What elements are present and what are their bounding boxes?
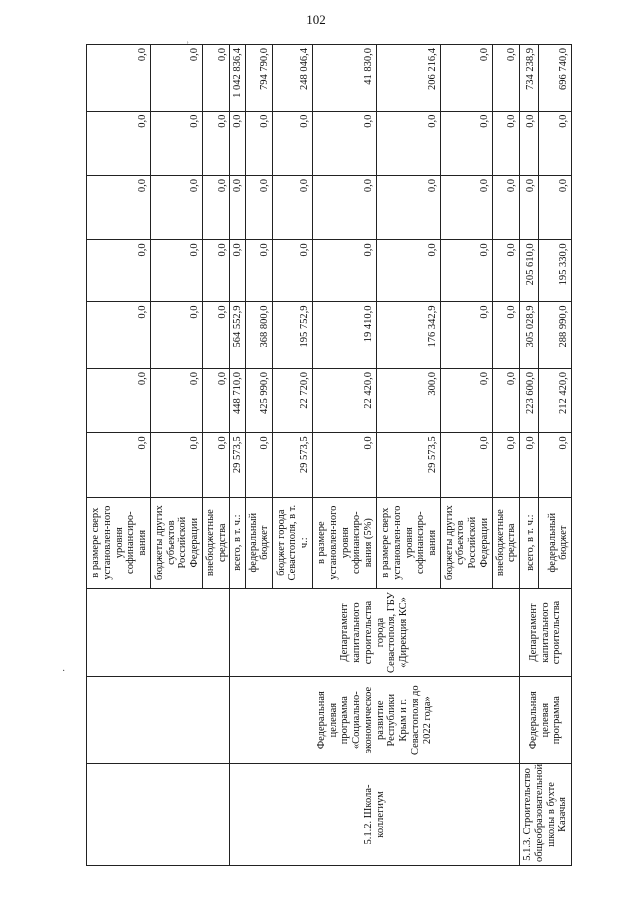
amount-cell: 0,0: [376, 240, 440, 302]
amount-cell: 0,0: [150, 240, 202, 302]
amount-cell: 0,0: [87, 175, 151, 239]
amount-cell: 0,0: [245, 111, 272, 175]
amount-cell: 0,0: [538, 111, 571, 175]
amount-cell: 0,0: [230, 111, 246, 175]
rotated-table-container: [86, 44, 572, 866]
amount-cell: 0,0: [202, 369, 229, 433]
amount-cell: 0,0: [520, 111, 539, 175]
amount-cell: 0,0: [376, 111, 440, 175]
executor-name: Департамент капитального строительства города Севастополя, ГБУ «Дирекция КС»: [230, 588, 520, 677]
amount-cell: 0,0: [492, 302, 519, 369]
amount-cell: 0,0: [492, 45, 519, 112]
amount-cell: 0,0: [440, 175, 492, 239]
amount-cell: 448 710,0: [230, 369, 246, 433]
amount-cell: 0,0: [440, 369, 492, 433]
funding-source-cell: в размере сверх установлен-ного уровня софинансиро-вания: [376, 497, 440, 588]
table-row: [230, 45, 246, 866]
amount-cell: 0,0: [492, 433, 519, 497]
amount-cell: 0,0: [202, 45, 229, 112]
amount-cell: 0,0: [492, 369, 519, 433]
amount-cell: 205 610,0: [520, 240, 539, 302]
amount-cell: 1 042 836,4: [230, 45, 246, 112]
funding-source-cell: в размере сверх установлен-ного уровня софинансиро-вания: [87, 497, 151, 588]
amount-cell: 0,0: [245, 433, 272, 497]
funding-source-cell: бюджеты других субъектов Российской Федерации: [440, 497, 492, 588]
amount-cell: 0,0: [312, 240, 376, 302]
name-cell: [87, 763, 230, 865]
budget-table-page: [86, 44, 572, 866]
amount-cell: 0,0: [230, 175, 246, 239]
amount-cell: 0,0: [150, 175, 202, 239]
amount-cell: 0,0: [150, 433, 202, 497]
amount-cell: 0,0: [150, 111, 202, 175]
amount-cell: 0,0: [440, 302, 492, 369]
amount-cell: 0,0: [87, 240, 151, 302]
amount-cell: 0,0: [492, 111, 519, 175]
amount-cell: 0,0: [312, 433, 376, 497]
amount-cell: 0,0: [245, 175, 272, 239]
amount-cell: 0,0: [440, 45, 492, 112]
amount-cell: 22 420,0: [312, 369, 376, 433]
amount-cell: 696 740,0: [538, 45, 571, 112]
amount-cell: 0,0: [520, 433, 539, 497]
amount-cell: 223 600,0: [520, 369, 539, 433]
object-name: 5.1.2. Школа-коллегиум: [230, 763, 520, 865]
amount-cell: 0,0: [150, 302, 202, 369]
amount-cell: 22 720,0: [273, 369, 313, 433]
page-number: 102: [306, 12, 326, 27]
table-body: [87, 45, 572, 866]
scan-mark: ˒: [186, 36, 190, 47]
amount-cell: 0,0: [87, 111, 151, 175]
amount-cell: 300,0: [376, 369, 440, 433]
funding-source-cell: федеральный бюджет: [245, 497, 272, 588]
amount-cell: 206 216,4: [376, 45, 440, 112]
funding-source-cell: всего, в т. ч.:: [520, 497, 539, 588]
funding-source-cell: в размере установлен-ного уровня софинансиро-вания (5%): [312, 497, 376, 588]
amount-cell: 0,0: [492, 175, 519, 239]
amount-cell: 305 028,9: [520, 302, 539, 369]
program-cell: [87, 677, 230, 764]
funding-source-cell: бюджеты других субъектов Российской Федерации: [150, 497, 202, 588]
amount-cell: 212 420,0: [538, 369, 571, 433]
amount-cell: 0,0: [492, 240, 519, 302]
amount-cell: 0,0: [273, 111, 313, 175]
budget-table: [86, 44, 572, 866]
program-name: Федеральная целевая программа «Социально-экономическое развитие Республики Крым и г. Севастополя до 2022 года»: [230, 677, 520, 764]
amount-cell: 0,0: [87, 369, 151, 433]
amount-cell: 0,0: [273, 175, 313, 239]
amount-cell: 0,0: [538, 175, 571, 239]
amount-cell: 0,0: [273, 240, 313, 302]
amount-cell: 29 573,5: [230, 433, 246, 497]
executor-cell: [87, 588, 230, 677]
amount-cell: 0,0: [87, 45, 151, 112]
amount-cell: 0,0: [245, 240, 272, 302]
program-name: Федеральная целевая программа: [520, 677, 572, 764]
funding-source-cell: бюджет города Севастополя, в т. ч.:: [273, 497, 313, 588]
funding-source-cell: федеральный бюджет: [538, 497, 571, 588]
amount-cell: 0,0: [376, 175, 440, 239]
funding-source-cell: внебюджетные средства: [492, 497, 519, 588]
amount-cell: 288 990,0: [538, 302, 571, 369]
object-name: 5.1.3. Строительство общеобразовательной школы в бухте Казачья: [520, 763, 572, 865]
table-row: [520, 45, 539, 866]
amount-cell: 29 573,5: [273, 433, 313, 497]
amount-cell: 0,0: [87, 433, 151, 497]
amount-cell: 0,0: [150, 369, 202, 433]
amount-cell: 0,0: [440, 433, 492, 497]
amount-cell: 0,0: [202, 111, 229, 175]
amount-cell: 564 552,9: [230, 302, 246, 369]
amount-cell: 0,0: [202, 302, 229, 369]
amount-cell: 0,0: [538, 433, 571, 497]
amount-cell: 195 752,9: [273, 302, 313, 369]
amount-cell: 0,0: [230, 240, 246, 302]
amount-cell: 0,0: [440, 111, 492, 175]
amount-cell: 0,0: [87, 302, 151, 369]
amount-cell: 0,0: [202, 433, 229, 497]
funding-source-cell: внебюджетные средства: [202, 497, 229, 588]
amount-cell: 248 046,4: [273, 45, 313, 112]
amount-cell: 368 800,0: [245, 302, 272, 369]
amount-cell: 0,0: [312, 111, 376, 175]
amount-cell: 19 410,0: [312, 302, 376, 369]
amount-cell: 0,0: [202, 240, 229, 302]
amount-cell: 734 238,9: [520, 45, 539, 112]
amount-cell: 0,0: [312, 175, 376, 239]
amount-cell: 176 342,9: [376, 302, 440, 369]
executor-name: Департамент капитального строительства: [520, 588, 572, 677]
amount-cell: 0,0: [440, 240, 492, 302]
amount-cell: 29 573,5: [376, 433, 440, 497]
amount-cell: 425 990,0: [245, 369, 272, 433]
amount-cell: 0,0: [520, 175, 539, 239]
scan-mark: ·: [62, 666, 66, 677]
amount-cell: 0,0: [150, 45, 202, 112]
amount-cell: 41 830,0: [312, 45, 376, 112]
amount-cell: 794 790,0: [245, 45, 272, 112]
amount-cell: 195 330,0: [538, 240, 571, 302]
funding-source-cell: всего, в т. ч.:: [230, 497, 246, 588]
amount-cell: 0,0: [202, 175, 229, 239]
table-row: [87, 45, 151, 866]
